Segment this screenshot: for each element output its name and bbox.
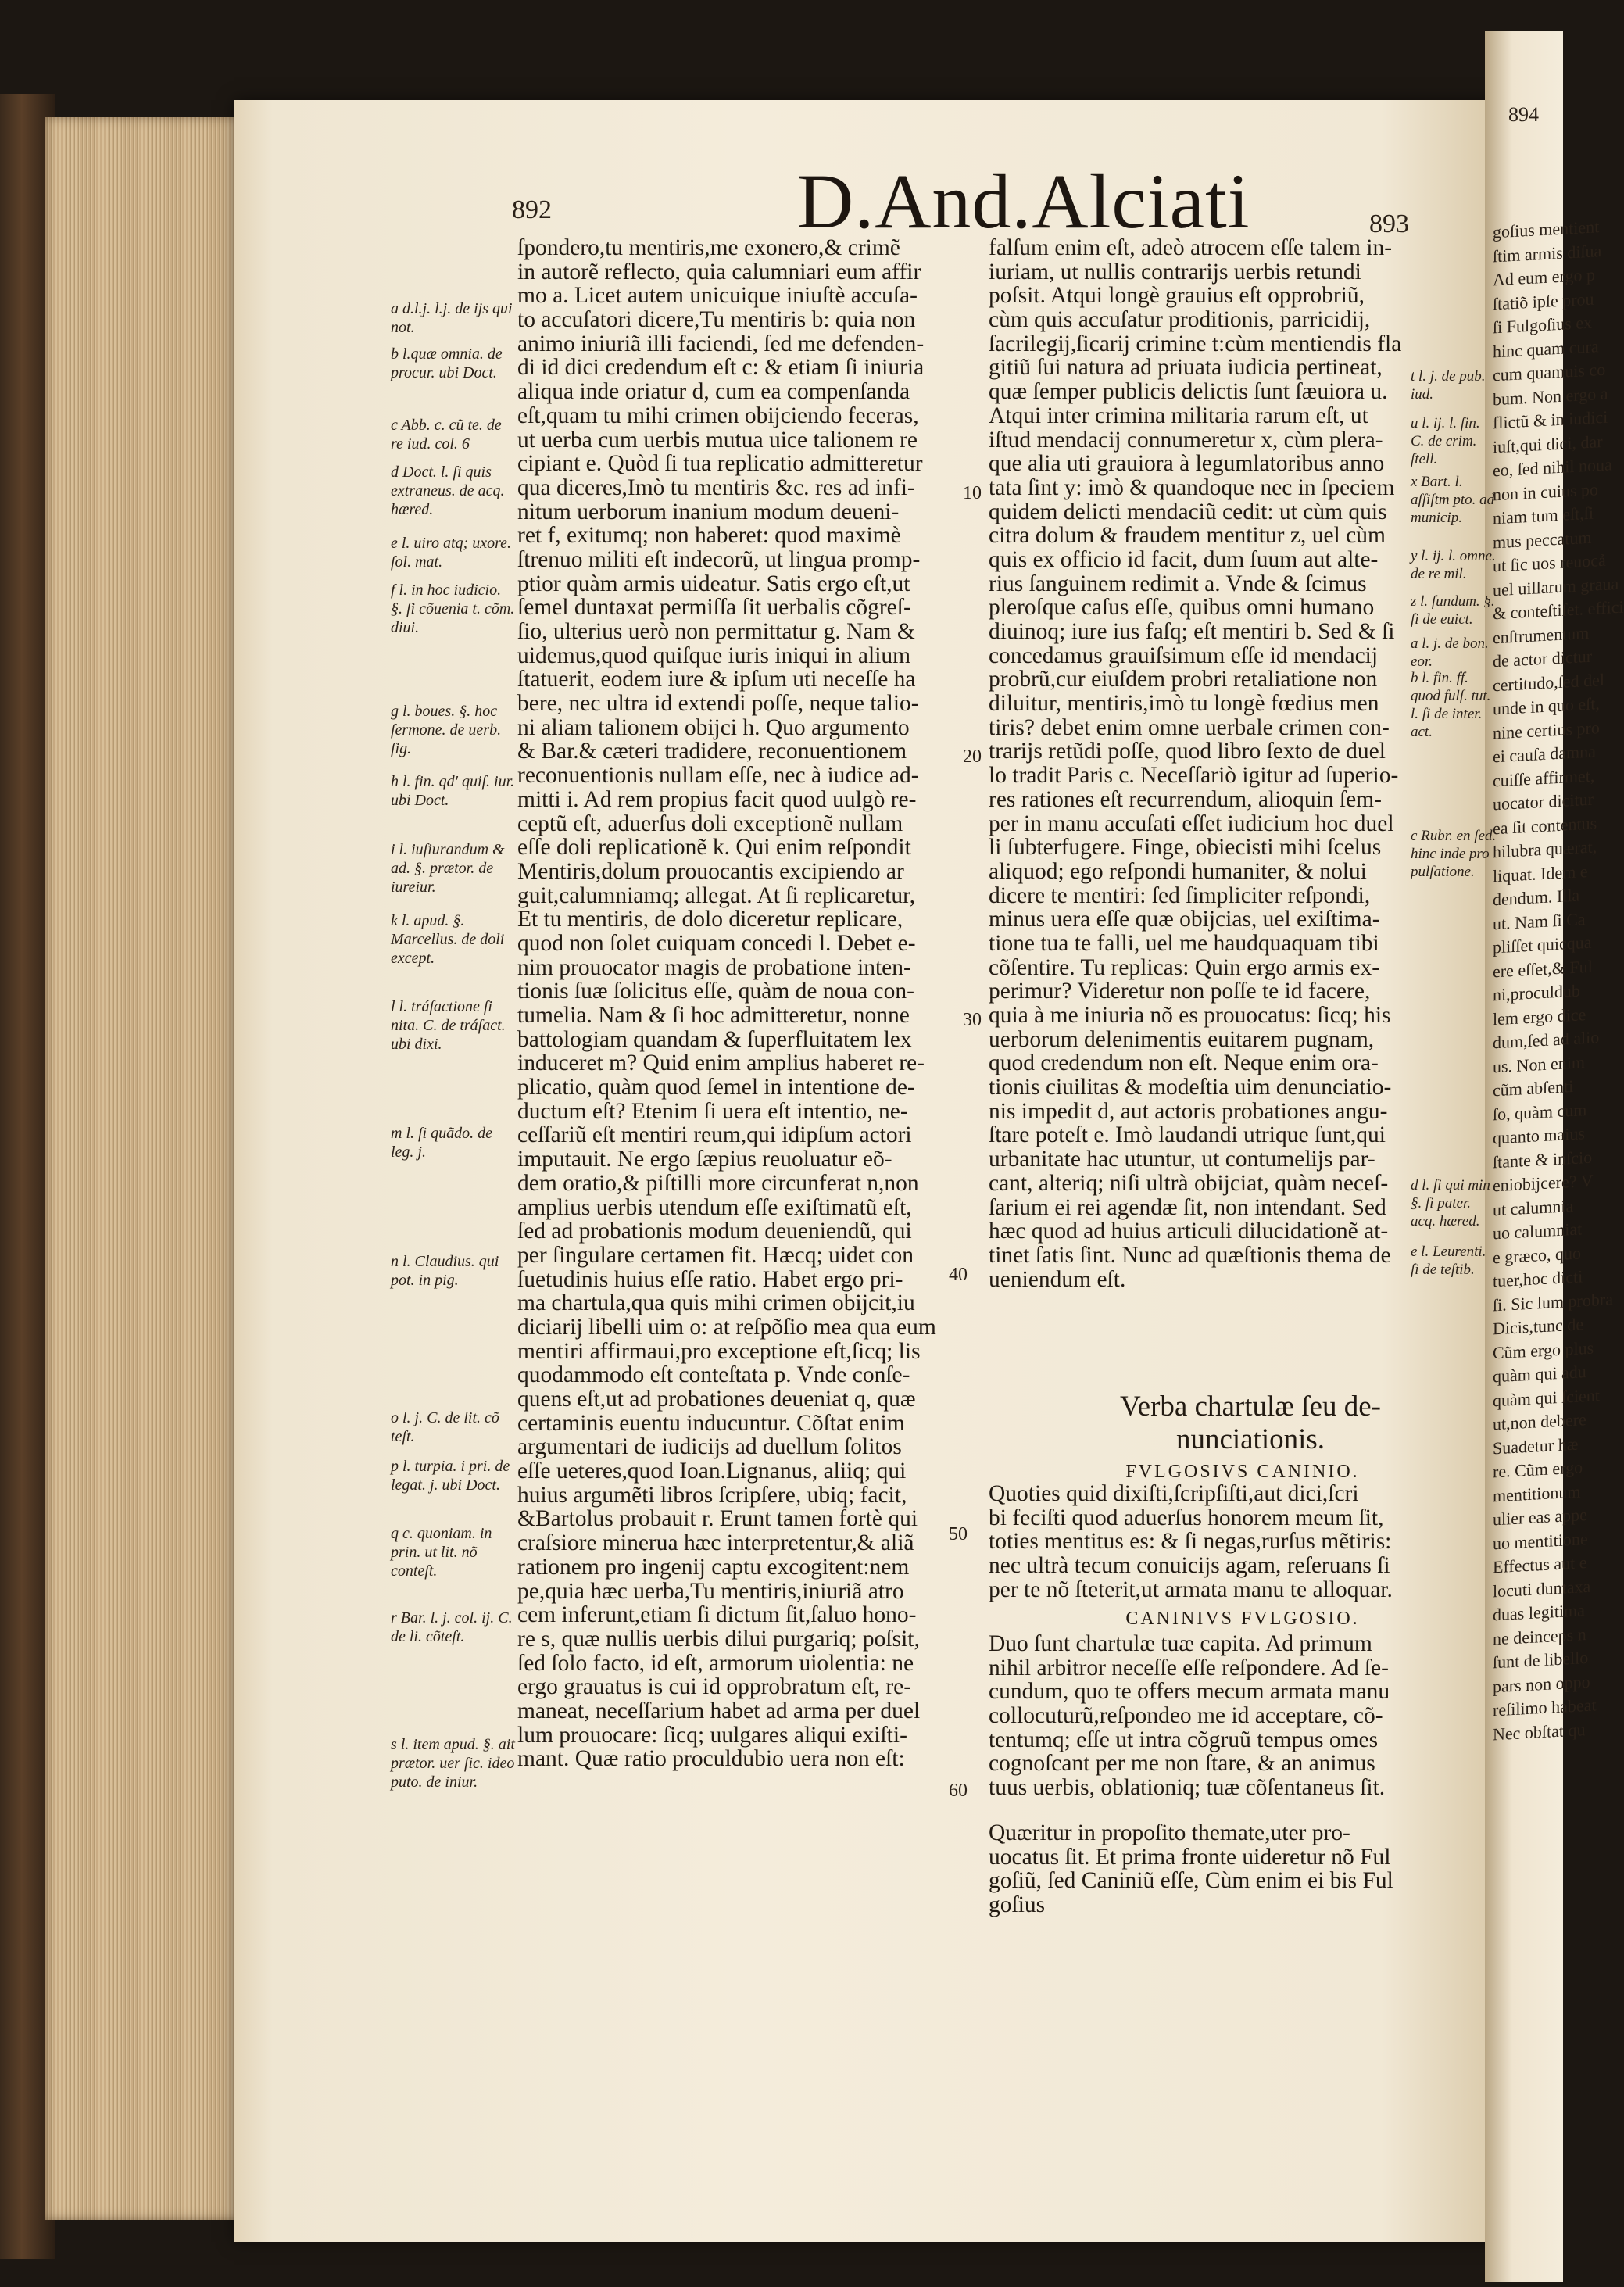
- text-line: craſsiore minerua hæc interpretentur,& aliã: [517, 1530, 914, 1556]
- text-line: ueniendum eſt.: [989, 1266, 1126, 1292]
- speaker-heading: CANINIVS FVLGOSIO.: [1125, 1609, 1360, 1629]
- text-line: toties mentitus es: & ſi negas,rurſus mẽtiris:: [989, 1529, 1392, 1555]
- text-line: cant, alteriq; niſi ultrà obijciat, quàm neceſ-: [989, 1170, 1389, 1196]
- fragment-line: dendum. Illa: [1493, 885, 1580, 910]
- text-line: nec ultrà tecum conuicijs agam, reſeruans ſi: [989, 1553, 1390, 1579]
- text-line: ſarium ei rei agendæ ſit, non intendant. Sed: [989, 1194, 1386, 1220]
- fragment-line: nine certius pro: [1493, 717, 1600, 743]
- fragment-line: quanto maius: [1493, 1123, 1585, 1148]
- text-line: Quæritur in propoſito themate,uter pro-: [989, 1820, 1350, 1845]
- page-number-left: 892: [512, 195, 552, 224]
- fragment-line: us. Non enim: [1493, 1051, 1585, 1076]
- text-line: nihil arbitror neceſſe eſſe reſpondere. Ad ſe-: [989, 1655, 1389, 1680]
- text-line: ret f, exitumq; non haberet: quod maximè: [517, 523, 901, 549]
- text-line: quod non ſolet cuiquam concedi l. Debet e-: [517, 930, 916, 956]
- fragment-line: ſo, quàm cum: [1493, 1099, 1587, 1124]
- margin-note: d l. ſi qui min §. ſi pater. acq. hæred.: [1411, 1177, 1490, 1229]
- text-line: Atqui inter crimina militaria rarum eſt, ut: [989, 403, 1368, 428]
- fragment-line: e græco, quo: [1493, 1242, 1582, 1267]
- text-line: in autorẽ reflecto, quia calumniari eum affir: [517, 259, 921, 285]
- fragment-line: de actor dictur: [1493, 646, 1593, 671]
- text-line: mo a. Licet autem unicuique iniuſtè accuſa-: [517, 283, 918, 309]
- fragment-line: quàm qui adu: [1493, 1362, 1586, 1387]
- text-line: minus uera eſſe quæ obijcias, uel exiſtima-: [989, 907, 1380, 932]
- line-number: 60: [949, 1781, 968, 1801]
- fragment-line: uo mentitione: [1493, 1528, 1588, 1553]
- margin-note: y l. ij. l. omne. de re mil.: [1411, 548, 1496, 582]
- text-line: mentiri affirmaui,pro exceptione eſt,ſicq; lis: [517, 1338, 921, 1364]
- margin-note: a l. j. de bon. eor.: [1411, 635, 1489, 670]
- text-line: nitum uerborum inanium modum deueni-: [517, 499, 900, 524]
- fragment-line: goſius mentient: [1493, 217, 1600, 242]
- margin-note: u l. ij. l. fin. C. de crim. ſtell.: [1411, 415, 1480, 467]
- text-line: ſtatuerit, eodem iure & ipſum uti neceſſe ha: [517, 667, 916, 693]
- text-line: &Bartolus probauit r. Erunt tamen fortè qui: [517, 1506, 918, 1532]
- text-line: tione tua te falli, uel me haudquaquam tibi: [989, 930, 1379, 956]
- fragment-line: ere eſſet,& Ful: [1493, 956, 1593, 981]
- text-line: to accuſatori dicere,Tu mentiris b: quia non: [517, 307, 916, 333]
- margin-note: m l. ſi quãdo. de leg. j.: [391, 1125, 492, 1161]
- text-line: nis impedit d, aut actoris probationes angu-: [989, 1098, 1388, 1124]
- text-line: mitti i. Ad rem propius facit quod uulgò re-: [517, 786, 917, 812]
- margin-note: b l.quæ omnia. de procur. ubi Doct.: [391, 345, 503, 381]
- fragment-line: mus peccatum: [1493, 527, 1592, 552]
- text-line: bere, nec ultra id extendi poſſe, neque talio-: [517, 691, 919, 717]
- text-line: argumentari de iudicijs ad duellum ſolitos: [517, 1434, 902, 1460]
- fragment-line: ut. Nam ſi Ca: [1493, 908, 1586, 933]
- text-line: tata ſint y: imò & quandoque nec in ſpeciem: [989, 474, 1395, 500]
- text-column-right: [989, 236, 1401, 1291]
- text-line: diciarij libelli uim o: at reſpõſio mea qua eum: [517, 1314, 936, 1340]
- text-line: di id dici credendum eſt c: & etiam ſi iniuria: [517, 355, 925, 381]
- fragment-line: dum,ſed ad alio: [1493, 1027, 1600, 1053]
- margin-note: k l. apud. §. Marcellus. de doli except.: [391, 912, 505, 967]
- fragment-line: lem ergo dice: [1493, 1004, 1586, 1029]
- text-line: urbanitate hac utuntur, ut contumelijs par-: [989, 1147, 1375, 1172]
- text-line: ceptũ eſt, aduerſus doli exceptionẽ nullam: [517, 811, 903, 836]
- text-line: rationem pro ingenij captu excogitent:nem: [517, 1554, 910, 1580]
- section-title-line2: nunciationis.: [1175, 1423, 1325, 1455]
- text-line: re s, quæ nullis uerbis dilui purgariq; poſsit,: [517, 1626, 920, 1652]
- text-line: eſſe doli replicationẽ k. Qui enim reſpondit: [517, 835, 911, 861]
- text-line: ni aliam talionem obijci h. Quo argumento: [517, 714, 910, 740]
- text-line: quodammodo eſt conteſtata p. Vnde conſe-: [517, 1362, 910, 1388]
- closing-paragraph: [989, 1821, 1393, 1917]
- text-line: guit,calumniamq; allegat. At ſi replicaretur,: [517, 882, 916, 908]
- line-number: 10: [963, 483, 982, 503]
- text-line: ptior quàm armis uideatur. Satis ergo eſt,ut: [517, 571, 910, 596]
- text-line: ceſſariũ eſt mentiri reum,qui idipſum actori: [517, 1122, 912, 1148]
- fragment-line: liquat. Idem e: [1493, 861, 1588, 886]
- text-line: pleroſque caſus eſſe, quibus omni humano: [989, 595, 1375, 621]
- text-line: trarijs retũdi poſſe, quod libro ſexto de duel: [989, 739, 1386, 764]
- right-page-text: [1493, 217, 1624, 1747]
- fragment-line: niam tum eſt,ſi: [1493, 503, 1594, 528]
- fragment-line: ſtante & inſcio: [1493, 1147, 1593, 1172]
- text-line: eſſe ueteres,quod Ioan.Lignanus, aliiq; qui: [517, 1458, 907, 1484]
- text-line: cem inferunt,etiam ſi dictum ſit,ſaluo hono-: [517, 1602, 917, 1628]
- text-line: quidem delicti mendaciũ cedit: ut cùm quis: [989, 499, 1387, 524]
- text-line: iſtud mendacij connumeretur x, cùm plera-: [989, 427, 1383, 453]
- text-line: ſacrilegij,ſicarij crimine t:cùm mentiendis fla: [989, 331, 1402, 356]
- text-line: per te nõ ſteterit,ut armata manu te alloquar.: [989, 1577, 1393, 1602]
- fragment-line: ut calumnia: [1493, 1195, 1574, 1219]
- margin-note: e l. Leurenti. ſi de teſtib.: [1411, 1244, 1486, 1278]
- text-line: Quoties quid dixiſti,ſcripſiſti,aut dici,ſcri: [989, 1481, 1359, 1506]
- text-line: uerborum delenimentis euitarem pugnam,: [989, 1026, 1375, 1052]
- text-line: tentumq; eſſe ut intra cõgruũ tempus omes: [989, 1727, 1379, 1752]
- margin-note: z l. fundum. §. fi de euict.: [1411, 593, 1495, 628]
- text-line: ergo grauatus is cui id opprobratum eſt, re-: [517, 1674, 912, 1700]
- margin-note: g l. boues. §. hoc ſermone. de uerb. ſig.: [391, 703, 502, 757]
- fragment-line: Suadetur hæ: [1493, 1433, 1579, 1458]
- text-line: concedamus grauiſsimum eſſe id mendacij: [989, 642, 1379, 668]
- fragment-line: pliſſet quicqua: [1493, 932, 1592, 957]
- text-line: ut uerba cum uerbis mutua uice talionem re: [517, 427, 918, 453]
- margin-note: n l. Claudius. qui pot. in pig.: [391, 1253, 499, 1289]
- text-line: ductum eſt? Etenim ſi uera eſt intentio, ne-: [517, 1098, 908, 1124]
- fragment-line: certitudo,ſed del: [1493, 669, 1604, 695]
- text-line: diuinoq; iure ius faſq; eſt mentiri b. Sed & ſi: [989, 619, 1395, 644]
- fragment-line: ſi. Sic lum probra: [1493, 1288, 1613, 1315]
- fragment-line: re. Cũm ergo: [1493, 1457, 1583, 1482]
- margin-note: o l. j. C. de lit. cõ teſt.: [391, 1409, 499, 1445]
- text-line: dem oratio,& piſtilli more circunferat n,non: [517, 1170, 919, 1196]
- fragment-line: mentitionum: [1493, 1480, 1581, 1505]
- text-line: lo tradit Paris c. Neceſſariò igitur ad ſuperio-: [989, 763, 1399, 789]
- fragment-line: Dicis,tunc de: [1493, 1314, 1584, 1339]
- fragment-line: pars non oppo: [1493, 1671, 1590, 1696]
- text-line: nim prouocator magis de probatione inten-: [517, 954, 911, 980]
- fragment-line: quàm qui ſcient: [1493, 1384, 1600, 1410]
- letter-caninius: [989, 1632, 1390, 1800]
- fragment-line: uel uillarum graua: [1493, 573, 1619, 599]
- text-line: tinet ſatis ſint. Nunc ad quæſtionis thema de: [989, 1242, 1391, 1268]
- text-line: collocuturũ,reſpondeo me id acceptare, cõ-: [989, 1703, 1383, 1729]
- text-line: iuriam, ut nullis contrarijs uerbis retundi: [989, 259, 1361, 285]
- fragment-line: ea ſit contentus: [1493, 812, 1597, 838]
- text-line: certaminis euentu inducuntur. Cõſtat enim: [517, 1410, 905, 1436]
- text-line: citra dolum & fraudem mentitur z, uel cùm: [989, 523, 1386, 549]
- page-number-right: 893: [1369, 209, 1409, 238]
- text-line: tionis ſuæ ſolicitus eſſe, quàm de noua con-: [517, 979, 914, 1004]
- right-page-fragment: [1485, 31, 1624, 2282]
- fragment-line: ſtim armis diſua: [1493, 240, 1602, 266]
- line-number: 30: [963, 1010, 982, 1030]
- fragment-line: uo calumniat: [1493, 1219, 1583, 1244]
- text-line: eſt,quam tu mihi crimen obijciendo feceras,: [517, 403, 919, 428]
- text-line: poſsit. Atqui longè grauius eſt opprobriũ,: [989, 283, 1365, 309]
- text-line: tumelia. Nam & ſi hoc admitteretur, nonne: [517, 1003, 910, 1028]
- fragment-line: & conteſtiſet. effici: [1493, 596, 1624, 624]
- text-line: quis ex officio id facit, dum ſuum aut alte-: [989, 546, 1379, 572]
- fragment-line: ne deinceps n: [1493, 1623, 1586, 1648]
- text-line: bi feciſti quod aduerſus honorem meum ſit,: [989, 1505, 1384, 1530]
- fragment-line: non in cuius po: [1493, 478, 1599, 504]
- text-line: quod credendum non eſt. Neque enim ora-: [989, 1050, 1379, 1076]
- text-line: diluitur, mentiris,imò tu longè fœdius men: [989, 691, 1379, 717]
- fragment-line: unde in quo eſt,: [1493, 693, 1600, 719]
- fragment-line: cuiſſe affirmet,: [1493, 765, 1595, 790]
- text-line: falſum enim eſt, adeò atrocem eſſe talem in-: [989, 235, 1393, 260]
- text-line: goſiũ, ſed Caniniũ eſſe, Cùm enim ei bis Ful: [989, 1868, 1393, 1894]
- fragment-line: ſi Fulgoſius ex: [1493, 312, 1593, 338]
- running-head: D.And.Alciati: [797, 158, 1250, 245]
- text-line: rius ſanguinem redimit a. Vnde & ſcimus: [989, 571, 1367, 596]
- fragment-line: bum. Non ergo a: [1493, 383, 1608, 409]
- text-line: hæc quod ad huius articuli dilucidationẽ at-: [989, 1219, 1389, 1244]
- text-line: Duo ſunt chartulæ tuæ capita. Ad primum: [989, 1631, 1372, 1656]
- text-line: aliquod; ego reſpondi humaniter, & nolui: [989, 858, 1367, 884]
- text-line: ſtrenuo militi eſt indecorũ, ut lingua promp-: [517, 546, 921, 572]
- text-line: ſtare poteſt e. Imò laudandi utrique ſunt,qui: [989, 1122, 1386, 1148]
- text-line: tionis ciuilitas & modeſtia uim denunciatio-: [989, 1075, 1392, 1101]
- text-line: ſed ad probationis modum deueniendũ, qui: [517, 1219, 912, 1244]
- fragment-line: eo, ſed nihil noua: [1493, 454, 1612, 481]
- margin-note: e l. uiro atq; uxore. ſol. mat.: [391, 535, 512, 571]
- margin-note: c Rubr. en ſed. hinc inde pro pulſatione.: [1411, 828, 1497, 880]
- text-line: maneat, neceſſarium habet ad arma per duel: [517, 1698, 921, 1723]
- text-line: probrũ,cur eiuſdem probri retaliatione non: [989, 667, 1378, 693]
- text-line: reconuentionis nullam eſſe, nec à iudice ad-: [517, 763, 919, 789]
- text-line: & Bar.& cæteri tradidere, reconuentionem: [517, 739, 907, 764]
- text-line: qua diceres,Imò tu mentiris &c. res ad infi-: [517, 474, 915, 500]
- fragment-line: ſunt de libello: [1493, 1647, 1589, 1673]
- line-number: 40: [949, 1265, 968, 1285]
- fragment-line: ei cauſa damna: [1493, 741, 1596, 767]
- text-line: Et tu mentiris, de dolo diceretur replicare,: [517, 907, 903, 932]
- text-line: mant. Quæ ratio proculdubio uera non eſt:: [517, 1746, 905, 1772]
- fragment-line: Ad eum ergo p: [1493, 264, 1595, 290]
- margin-note: c Abb. c. cũ te. de re iud. col. 6: [391, 417, 502, 453]
- fragment-line: ulier eas appe: [1493, 1505, 1587, 1530]
- fragment-line: hinc quam cura: [1493, 335, 1599, 361]
- text-line: quæ ſemper publicis delictis ſunt ſæuiora u.: [989, 379, 1388, 405]
- text-line: tiris? debet enim omne uerbale crimen con-: [989, 714, 1390, 740]
- text-line: cognoſcant per me non ſtare, & an animus: [989, 1751, 1375, 1777]
- text-line: ſuetudinis huius eſſe ratio. Habet ergo pri-: [517, 1266, 903, 1292]
- text-line: imputauit. Ne ergo ſæpius reuoluatur eõ-: [517, 1147, 892, 1172]
- fragment-line: duas legitima: [1493, 1600, 1585, 1625]
- text-line: Mentiris,dolum prouocantis excipiendo ar: [517, 858, 904, 884]
- text-line: perimur? Videretur non poſſe te id facere,: [989, 979, 1371, 1004]
- text-line: quia à me iniuria nõ es prouocatus: ſicq; his: [989, 1003, 1391, 1028]
- text-line: tuus uerbis, oblationiq; tuæ cõſentaneus ſit.: [989, 1775, 1386, 1801]
- text-line: aliqua inde oriatur d, cum ea compenſanda: [517, 379, 910, 405]
- text-line: pe,quia hæc uerba,Tu mentiris,iniuriã atro: [517, 1578, 904, 1604]
- text-line: uidemus,quod quiſque iuris iniqui in alium: [517, 642, 911, 668]
- margin-note: f l. in hoc iudicio. §. ſi cõuenia t. cõm. diui.: [391, 582, 515, 636]
- margin-note: p l. turpia. i pri. de legat. j. ubi Doct.: [391, 1458, 510, 1494]
- text-line: cundum, quo te offers mecum armata manu: [989, 1679, 1390, 1705]
- text-line: ſed ſolo facto, id eſt, armorum uiolentia: ne: [517, 1650, 914, 1676]
- text-line: per in manu accuſati eſſet iudicium hoc duel: [989, 811, 1394, 836]
- text-line: gitiũ ſui natura ad priuata iudicia pertineat,: [989, 355, 1383, 381]
- text-line: plicatio, quàm quod ſemel in intentione de-: [517, 1075, 915, 1101]
- fragment-line: enſtrumentum: [1493, 622, 1590, 647]
- margin-note: h l. fin. qd' quiſ. iur. ubi Doct.: [391, 773, 515, 809]
- text-line: dicere te mentiri: ſed ſimpliciter reſpondi,: [989, 882, 1371, 908]
- fragment-line: locuti duntaxa: [1493, 1576, 1591, 1601]
- section-title-line1: Verba chartulæ ſeu de-: [1120, 1390, 1381, 1423]
- text-line: res rationes eſt recurrendum, alioquin ſem-: [989, 786, 1382, 812]
- text-column-left: [517, 236, 936, 1771]
- text-line: per ſingulare certamen fit. Hæcq; uidet con: [517, 1242, 914, 1268]
- fragment-line: cũm abſenti: [1493, 1075, 1574, 1101]
- text-line: battologiam quandam & ſuperfluitatem lex: [517, 1026, 912, 1052]
- margin-note: s l. item apud. §. ait prætor. uer ſic. ideo puto. de iniur.: [391, 1736, 515, 1791]
- text-line: que alia uti grauiora à legumlatoribus anno: [989, 451, 1385, 477]
- text-line: cùm quis accuſatur proditionis, parricidij,: [989, 307, 1371, 333]
- fragment-line: reſilimo habeat: [1493, 1695, 1597, 1720]
- text-line: lum prouocare: ſicq; uulgares aliqui exiſti-: [517, 1722, 907, 1748]
- text-line: ſio, ulterius uerò non permittatur g. Nam &: [517, 619, 915, 644]
- margin-note: x Bart. l. aſſiſtm pto. ad municip.: [1411, 474, 1495, 526]
- letter-fulgosius: [989, 1482, 1393, 1602]
- text-line: goſius: [989, 1892, 1046, 1918]
- fragment-line: ut,non debere: [1493, 1409, 1586, 1434]
- fragment-line: cum quamuis co: [1493, 359, 1606, 385]
- line-number: 50: [949, 1524, 968, 1544]
- text-line: ſemel duntaxat permiſſa ſit uerbalis cõgreſ-: [517, 595, 911, 621]
- fragment-line: Effectus aut e: [1493, 1552, 1587, 1577]
- margin-note: r Bar. l. j. col. ij. C. de li. cõteſt.: [391, 1609, 513, 1645]
- margin-note: d Doct. l. ſi quis extraneus. de acq. hæred.: [391, 463, 505, 518]
- text-line: uocatus ſit. Et prima fronte uideretur nõ Ful: [989, 1844, 1391, 1870]
- fragment-line: iuſt,qui dici, dar: [1493, 431, 1603, 456]
- margin-note: t l. j. de pub. iud.: [1411, 368, 1486, 403]
- fragment-line: Nec obſtat qu: [1493, 1719, 1586, 1744]
- line-number: 20: [963, 746, 982, 767]
- right-page-number: 894: [1508, 103, 1539, 126]
- fragment-line: ut ſic uos reuocả: [1493, 549, 1606, 576]
- margin-note: q c. quoniam. in prin. ut lit. nõ conteſt.: [391, 1525, 492, 1580]
- text-line: huius argumẽti libros ſcripſere, ubiq; facit,: [517, 1482, 907, 1508]
- text-line: induceret m? Quid enim amplius haberet re-: [517, 1050, 925, 1076]
- text-line: cipiant e. Quòd ſi tua replicatio admitteretur: [517, 451, 923, 477]
- text-line: animo iniuriã illi faciendi, ſed me defenden-: [517, 331, 925, 356]
- speaker-heading: FVLGOSIVS CANINIO.: [1125, 1462, 1360, 1482]
- fragment-line: ſtatiõ ipſe prou: [1493, 288, 1594, 313]
- text-line: cõſentire. Tu replicas: Quin ergo armis ex-: [989, 954, 1380, 980]
- text-line: ſpondero,tu mentiris,me exonero,& crimẽ: [517, 235, 900, 260]
- text-line: amplius uerbis utendum eſſe exiſtimatũ eſt,: [517, 1194, 912, 1220]
- fragment-line: flictũ & in iudici: [1493, 406, 1608, 433]
- fragment-line: tuer,hoc dicti: [1493, 1266, 1583, 1291]
- fragment-line: uocator dicitur: [1493, 789, 1594, 814]
- fragment-line: ni,proculdub: [1493, 980, 1580, 1005]
- margin-note: i l. iuſiurandum & ad. §. prætor. de iureiur.: [391, 841, 505, 896]
- page-edges: [45, 117, 241, 2220]
- text-line: quens eſt,ut ad probationes deueniat q, quæ: [517, 1387, 916, 1412]
- text-line: ma chartula,qua quis mihi crimen obijcit,iu: [517, 1290, 915, 1316]
- margin-note: l l. tráſactione ſi nita. C. de tráſact. ubi dixi.: [391, 998, 506, 1053]
- fragment-line: hilubra quærat,: [1493, 836, 1597, 862]
- margin-note: a d.l.j. l.j. de ijs qui not.: [391, 300, 513, 336]
- text-line: li ſubterfugere. Finge, obiecisti mihi ſcelus: [989, 835, 1382, 861]
- fragment-line: Cũm ergo plus: [1493, 1337, 1594, 1362]
- fragment-line: eniobijcere? V: [1493, 1170, 1594, 1196]
- margin-note: b l. fin. ff. quod fulſ. tut. l. ſi de inter. act.: [1411, 670, 1491, 740]
